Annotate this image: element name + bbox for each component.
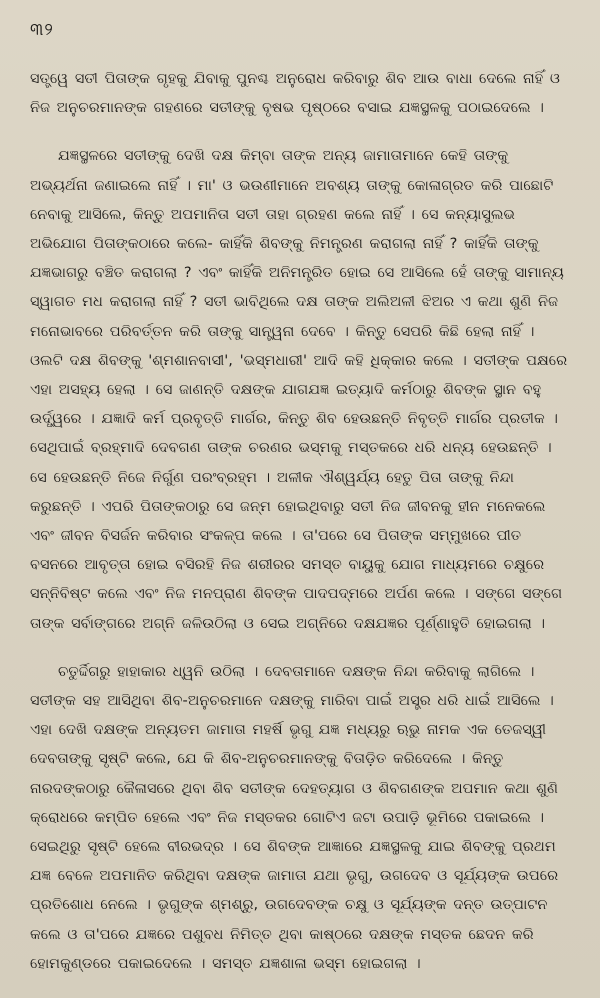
paragraph-3: ଚତୁର୍ଦ୍ଦିଗରୁ ହାହାକାର ଧ୍ୱନି ଉଠିଲା । ଦେବତାମାନେ ଦକ୍ଷଙ୍କ ନିନ୍ଦା କରିବାକୁ ଲାଗିଲେ । ସତୀଙ୍କ ସହ ଆସିଥିବା ଶିବ-ଅନୁଚରମାନେ ଦକ୍ଷଙ୍କୁ ମାରିବା ପାଇଁ ଅସ୍ତ୍ର ଧରି ଧାଇଁ ଆସିଲେ । ଏହା ଦେଖି ଦକ୍ଷଙ୍କ ଅନ୍ୟତମ ଜାମାତା ମହର୍ଷି ଭୃଗୁ ଯଜ୍ଞ ମଧ୍ୟରୁ ଋଭୁ ନାମକ ଏକ ତେଜସ୍ୱୀ ଦେବତାଙ୍କୁ ସୃଷ୍ଟି କଲେ, ଯେ କି ଶିବ-ଅନୁଚରମାନଙ୍କୁ ବିତାଡ଼ିତ କରିଦେଲେ । କିନ୍ତୁ ନାରଦଙ୍କଠାରୁ କୈଳାସରେ ଥିବା ଶିବ ସତୀଙ୍କ ଦେହତ୍ୟାଗ ଓ ଶିବଗଣଙ୍କ ଅପମାନ କଥା ଶୁଣି କ୍ରୋଧରେ କମ୍ପିତ ହେଲେ ଏବଂ ନିଜ ମସ୍ତକର ଗୋଟିଏ ଜଟା ଉପାଡ଼ି ଭୂମିରେ ପକାଇଲେ । ସେଇଥିରୁ ସୃଷ୍ଟି ହେଲେ ବୀରଭଦ୍ର । ସେ ଶିବଙ୍କ ଆଜ୍ଞାରେ ଯଜ୍ଞସ୍ଥଳକୁ ଯାଇ ଶିବଙ୍କୁ ପ୍ରଥମ ଯଜ୍ଞ ବେଳେ ଅପମାନିତ କରିଥିବା ଦକ୍ଷଙ୍କ ଜାମାତା ଯଥା ଭୃଗୁ, ଉଗଦେବ ଓ ସୂର୍ଯ୍ୟଙ୍କ ଉପରେ ପ୍ରତିଶୋଧ ନେଲେ । ଭୃଗୁଙ୍କ ଶ୍ମଶ୍ରୁ, ଉଗଦେବଙ୍କ ଚକ୍ଷୁ ଓ ସୂର୍ଯ୍ୟଙ୍କ ଦନ୍ତ ଉତ୍ପାଟନ କଲେ ଓ ତା'ପରେ ଯଜ୍ଞରେ ପଶୁବଧ ନିମିତ୍ତ ଥିବା କାଷ୍ଠରେ ଦକ୍ଷଙ୍କ ମସ୍ତକ ଛେଦନ କରି ହୋମକୁଣ୍ଡରେ ପକାଇଦେଲେ । ସମସ୍ତ ଯଜ୍ଞଶାଳା ଭସ୍ମ ହୋଇଗଲା । — [30, 662, 559, 972]
paragraph-2: ଯଜ୍ଞସ୍ଥଳରେ ସତୀଙ୍କୁ ଦେଖି ଦକ୍ଷ କିମ୍ବା ତାଙ୍କ ଅନ୍ୟ ଜାମାତାମାନେ କେହି ତାଙ୍କୁ ଅଭ୍ୟର୍ଥନା ଜଣାଇଲେ ନାହିଁ । ମା' ଓ ଭଉଣୀମାନେ ଅବଶ୍ୟ ତାଙ୍କୁ କୋଳାଗ୍ରତ କରି ପାଛୋଟି ନେବାକୁ ଆସିଲେ, କିନ୍ତୁ ଅପମାନିତା ସତୀ ତାହା ଗ୍ରହଣ କଲେ ନାହିଁ । ସେ କନ୍ୟାସୁଲଭ ଅଭିଯୋଗ ପିତାଙ୍କଠାରେ କଲେ- କାହିଁକି ଶିବଙ୍କୁ ନିମନ୍ତ୍ରଣ କରାଗଲା ନାହିଁ ? କାହିଁକି ତାଙ୍କୁ ଯଜ୍ଞଭାଗରୁ ବଞ୍ଚିତ କରାଗଲା ? ଏବଂ କାହିଁକି ଅନିମନ୍ତ୍ରିତ ହୋଇ ସେ ଆସିଲେ ହେଁ ତାଙ୍କୁ ସାମାନ୍ୟ ସ୍ୱାଗତ ମଧ କରାଗଲା ନାହିଁ ? ସତୀ ଭାବିଥିଲେ ଦକ୍ଷ ତାଙ୍କ ଅଲିଅଳୀ ଝିଅର ଏ କଥା ଶୁଣି ନିଜ ମନୋଭାବରେ ପରିବର୍ତ୍ତନ କରି ତାଙ୍କୁ ସାନ୍ତ୍ୱନା ଦେବେ । କିନ୍ତୁ ସେପରି କିଛି ହେଲା ନାହିଁ । ଓଲଟି ଦକ୍ଷ ଶିବଙ୍କୁ 'ଶ୍ମଶାନବାସୀ', 'ଭସ୍ମଧାରୀ' ଆଦି କହି ଧିକ୍କାର କଲେ । ସତୀଙ୍କ ପକ୍ଷରେ ଏହା ଅସହ୍ୟ ହେଲା । ସେ ଜାଣନ୍ତି ଦକ୍ଷଙ୍କ ଯାଗଯଜ୍ଞ ଇତ୍ୟାଦି କର୍ମଠାରୁ ଶିବଙ୍କ ସ୍ଥାନ ବହୁ ଉର୍ଦ୍ଧ୍ୱରେ । ଯଜ୍ଞାଦି କର୍ମ ପ୍ରବୃତ୍ତି ମାର୍ଗର, କିନ୍ତୁ ଶିବ ହେଉଛନ୍ତି ନିବୃତ୍ତି ମାର୍ଗର ପ୍ରତୀକ । ସେଥିପାଇଁ ବ୍ରହ୍ମାଦି ଦେବଗଣ ତାଙ୍କ ଚରଣର ଭସ୍ମକୁ ମସ୍ତକରେ ଧରି ଧନ୍ୟ ହେଉଛନ୍ତି । ସେ ହେଉଛନ୍ତି ନିଜେ ନିର୍ଗୁଣ ପରଂବ୍ରହ୍ମ । ଅଳୀକ ଐଶ୍ୱର୍ଯ୍ୟ ହେତୁ ପିତା ତାଙ୍କୁ ନିନ୍ଦା କରୁଛନ୍ତି । ଏପରି ପିତାଙ୍କଠାରୁ ସେ ଜନ୍ମ ହୋଇଥିବାରୁ ସତୀ ନିଜ ଜୀବନକୁ ହୀନ ମନେକଲେ ଏବଂ ଜୀବନ ବିସର୍ଜନ କରିବାର ସଂକଳ୍ପ କଲେ । ତା'ପରେ ସେ ପିତାଙ୍କ ସମ୍ମୁଖରେ ପୀତ ବସନରେ ଆବୃତ୍ତା ହୋଇ ବସିରହି ନିଜ ଶରୀରର ସମସ୍ତ ବାୟୁକୁ ଯୋଗ ମାଧ୍ୟମରେ ଚକ୍ଷୁରେ ସନ୍ନିବିଷ୍ଟ କଲେ ଏବଂ ନିଜ ମନପ୍ରାଣ ଶିବଙ୍କ ପାଦପଦ୍ମରେ ଅର୍ପଣ କଲେ । ସଙ୍ଗେ ସଙ୍ଗେ ତାଙ୍କ ସର୍ବାଙ୍ଗରେ ଅଗ୍ନି ଜଳିଉଠିଲା ଓ ସେଇ ଅଗ୍ନିରେ ଦକ୍ଷଯଜ୍ଞର ପୂର୍ଣ୍ଣାହୁତି ହୋଇଗଲା । — [30, 147, 568, 632]
page-number: ୩୨ — [30, 20, 54, 40]
paragraph-1: ସତ୍ତ୍ୱେ ସତୀ ପିତାଙ୍କ ଗୃହକୁ ଯିବାକୁ ପୁନଶ୍ଚ ଅନୁରୋଧ କରିବାରୁ ଶିବ ଆଉ ବାଧା ଦେଲେ ନାହିଁ ଓ ନିଜ ଅନୁଚରମାନଙ୍କ ଗହଣରେ ସତୀଙ୍କୁ ବୃଷଭ ପୃଷ୍ଠରେ ବସାଇ ଯଜ୍ଞସ୍ଥଳକୁ ପଠାଇଦେଲେ । — [30, 70, 560, 117]
